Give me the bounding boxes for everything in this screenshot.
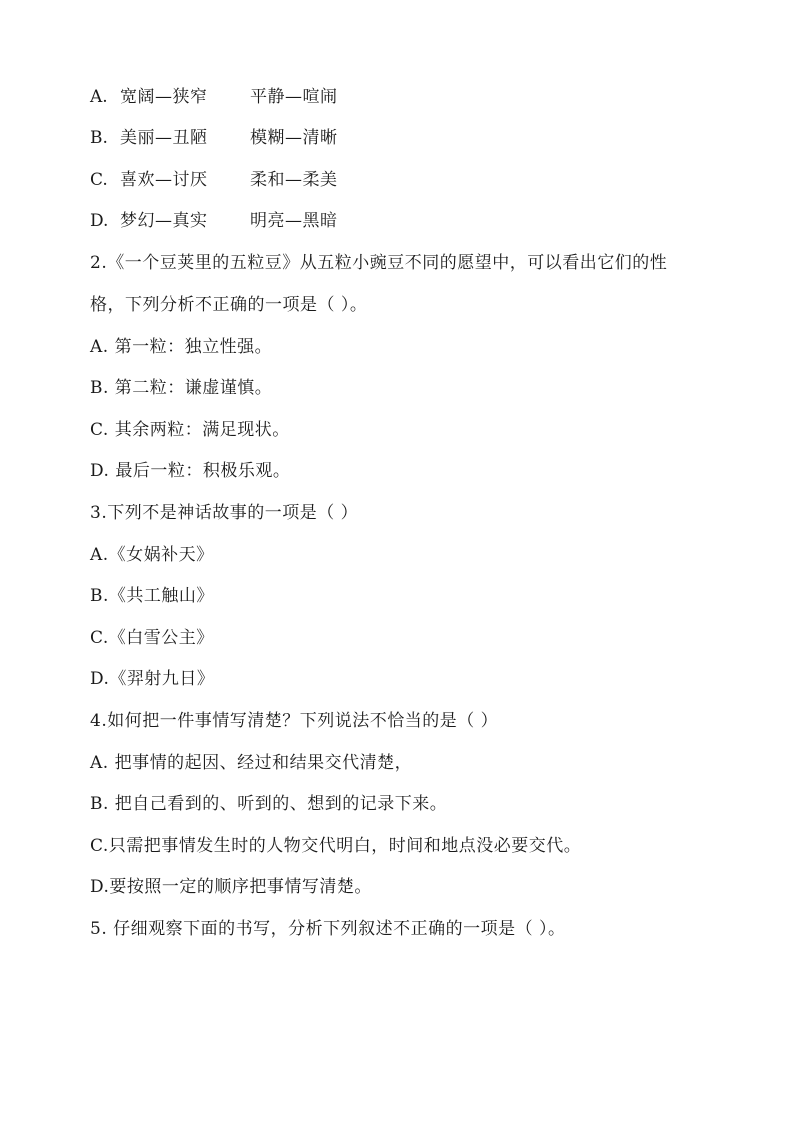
q2-option-b: B. 第二粒：谦虚谨慎。 (90, 378, 273, 398)
q4-option-a: A. 把事情的起因、经过和结果交代清楚， (90, 753, 413, 773)
q3-option-b: B.《共工触山》 (90, 586, 214, 606)
q3-option-d: D.《羿射九日》 (90, 669, 215, 689)
q1-option-c-letter: C. (90, 170, 108, 190)
q1-option-b-letter: B. (90, 128, 108, 148)
q3-option-c: C.《白雪公主》 (90, 628, 214, 648)
q3-stem: 3.下列不是神话故事的一项是（ ） (90, 503, 359, 523)
q1-option-a-letter: A. (90, 87, 108, 107)
q1-option-c-second: 柔和—柔美 (250, 170, 338, 190)
q2-option-a: A. 第一粒：独立性强。 (90, 337, 273, 357)
q5-stem: 5. 仔细观察下面的书写，分析下列叙述不正确的一项是（ ）。 (90, 919, 566, 939)
q1-option-d-second: 明亮—黑暗 (250, 211, 338, 231)
q1-option-d-letter: D. (90, 211, 109, 231)
q4-option-d: D.要按照一定的顺序把事情写清楚。 (90, 877, 372, 897)
q1-option-a-first: 宽阔—狭窄 (120, 87, 208, 107)
q1-option-d-first: 梦幻—真实 (120, 211, 208, 231)
q2-stem-line-2: 格，下列分析不正确的一项是（ ）。 (90, 295, 368, 315)
q1-option-b-first: 美丽—丑陋 (120, 128, 208, 148)
q2-option-d: D. 最后一粒：积极乐观。 (90, 461, 291, 481)
q1-option-c-first: 喜欢—讨厌 (120, 170, 208, 190)
q1-option-b-second: 模糊—清晰 (250, 128, 338, 148)
q2-option-c: C. 其余两粒：满足现状。 (90, 420, 290, 440)
q3-option-a: A.《女娲补天》 (90, 545, 214, 565)
q2-stem-line-1: 2.《一个豆荚里的五粒豆》从五粒小豌豆不同的愿望中，可以看出它们的性 (90, 253, 668, 273)
q4-stem: 4.如何把一件事情写清楚？下列说法不恰当的是（ ） (90, 711, 499, 731)
q4-option-b: B. 把自己看到的、听到的、想到的记录下来。 (90, 794, 448, 814)
q1-option-a-second: 平静—喧闹 (250, 87, 338, 107)
q4-option-c: C.只需把事情发生时的人物交代明白，时间和地点没必要交代。 (90, 836, 582, 856)
